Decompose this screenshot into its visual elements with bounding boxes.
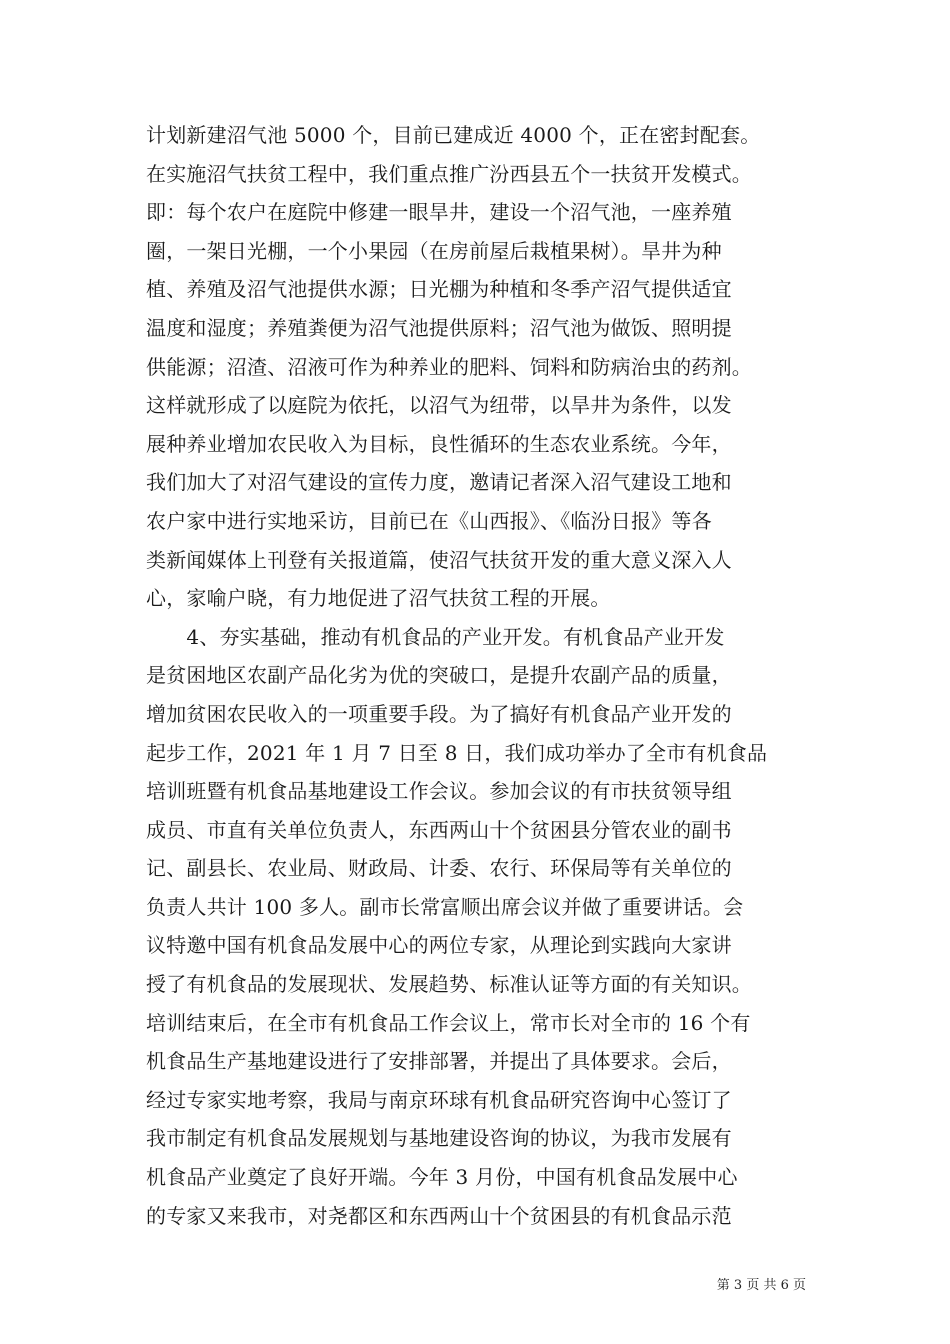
text-line: 负责人共计 100 多人。副市长常富顺出席会议并做了重要讲话。会	[146, 894, 744, 919]
text-line: 展种养业增加农民收入为目标，良性循环的生态农业系统。今年，	[146, 431, 732, 456]
text-line: 类新闻媒体上刊登有关报道篇，使沼气扶贫开发的重大意义深入人	[146, 547, 732, 572]
text-line: 增加贫困农民收入的一项重要手段。为了搞好有机食品产业开发的	[146, 701, 732, 726]
body-text	[146, 116, 826, 1235]
page-footer: 第 3 页 共 6 页	[716, 1278, 806, 1293]
text-line: 机食品产业奠定了良好开端。今年 3 月份，中国有机食品发展中心	[146, 1165, 738, 1190]
text-line: 的专家又来我市，对尧都区和东西两山十个贫困县的有机食品示范	[146, 1203, 732, 1228]
text-line: 起步工作，2021 年 1 月 7 日至 8 日，我们成功举办了全市有机食品	[146, 740, 768, 765]
text-line: 成员、市直有关单位负责人，东西两山十个贫困县分管农业的副书	[146, 817, 732, 842]
text-line: 植、养殖及沼气池提供水源；日光棚为种植和冬季产沼气提供适宜	[146, 277, 732, 302]
text-line: 4、夯实基础，推动有机食品的产业开发。有机食品产业开发	[146, 624, 725, 649]
text-line: 培训班暨有机食品基地建设工作会议。参加会议的有市扶贫领导组	[146, 779, 732, 804]
text-line: 供能源；沼渣、沼液可作为种养业的肥料、饲料和防病治虫的药剂。	[146, 354, 752, 379]
text-line: 即：每个农户在庭院中修建一眼旱井，建设一个沼气池，一座养殖	[146, 200, 732, 225]
text-line: 计划新建沼气池 5000 个，目前已建成近 4000 个，正在密封配套。	[146, 123, 761, 147]
text-line: 是贫困地区农副产品化劣为优的突破口，是提升农副产品的质量，	[146, 663, 732, 688]
text-line: 授了有机食品的发展现状、发展趋势、标准认证等方面的有关知识。	[146, 972, 752, 997]
text-line: 农户家中进行实地采访，目前已在《山西报》、《临汾日报》等各	[146, 508, 712, 533]
text-line: 经过专家实地考察，我局与南京环球有机食品研究咨询中心签订了	[146, 1087, 732, 1112]
text-line: 我们加大了对沼气建设的宣传力度，邀请记者深入沼气建设工地和	[146, 470, 732, 495]
text-line: 我市制定有机食品发展规划与基地建设咨询的协议，为我市发展有	[146, 1126, 732, 1151]
text-line: 圈，一架日光棚，一个小果园（在房前屋后栽植果树）。旱井为种	[146, 238, 722, 263]
text-line: 在实施沼气扶贫工程中，我们重点推广汾西县五个一扶贫开发模式。	[146, 161, 752, 186]
text-line: 培训结束后，在全市有机食品工作会议上，常市长对全市的 16 个有	[146, 1010, 751, 1035]
text-line: 议特邀中国有机食品发展中心的两位专家，从理论到实践向大家讲	[146, 933, 732, 958]
text-line: 机食品生产基地建设进行了安排部署，并提出了具体要求。会后，	[146, 1049, 732, 1074]
text-line: 这样就形成了以庭院为依托，以沼气为纽带，以旱井为条件，以发	[146, 393, 732, 418]
text-line: 温度和湿度；养殖粪便为沼气池提供原料；沼气池为做饭、照明提	[146, 315, 732, 340]
text-line: 心，家喻户晓，有力地促进了沼气扶贫工程的开展。	[146, 586, 611, 611]
text-line: 记、副县长、农业局、财政局、计委、农行、环保局等有关单位的	[146, 856, 732, 881]
